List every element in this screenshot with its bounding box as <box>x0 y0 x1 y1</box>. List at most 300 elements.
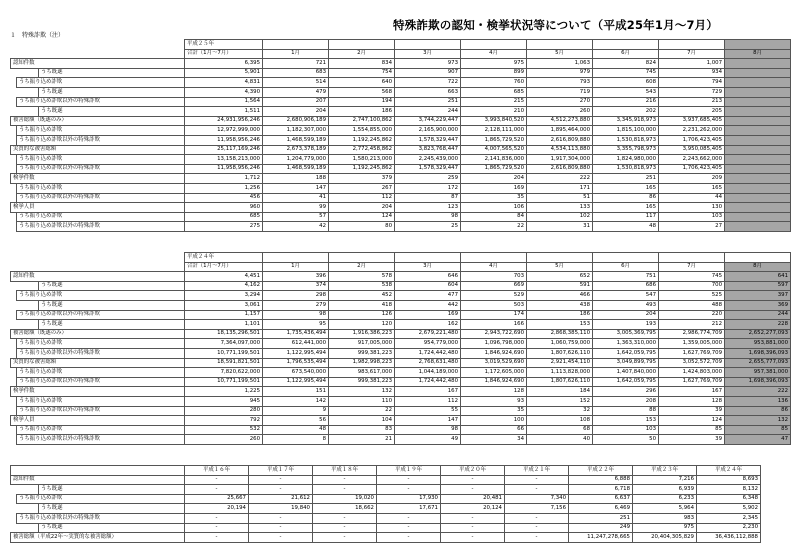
month-header: 2月 <box>329 49 395 59</box>
table-row <box>11 377 791 387</box>
row-label: うち振り込め詐欺以外の特殊詐欺 <box>17 348 185 358</box>
data-cell: 251 <box>395 97 461 107</box>
data-cell: 153 <box>527 320 593 330</box>
data-cell: 93 <box>461 396 527 406</box>
data-cell: 2,652,277,093 <box>725 329 791 339</box>
data-cell: 452 <box>329 291 395 301</box>
data-cell: 1,642,059,795 <box>593 348 659 358</box>
data-cell <box>725 193 791 203</box>
data-cell: 260 <box>185 435 263 445</box>
row-label: 被害総額（平成22年～実質的な被害総額） <box>11 533 185 543</box>
data-cell: 729 <box>659 87 725 97</box>
data-cell: 6,233 <box>633 494 697 504</box>
data-cell: 8 <box>263 435 329 445</box>
data-cell: 87 <box>395 193 461 203</box>
data-cell: 48 <box>593 222 659 232</box>
row-label: うち振り込め詐欺以外の特殊詐欺 <box>17 310 185 320</box>
data-cell <box>725 78 791 88</box>
data-cell: 6,939 <box>633 485 697 495</box>
row-label: うち既遂 <box>39 523 185 533</box>
data-cell: 3,993,840,520 <box>461 116 527 126</box>
indent-spacer <box>11 300 39 310</box>
data-cell: 36,436,112,888 <box>697 533 761 543</box>
data-cell: 128 <box>461 387 527 397</box>
data-cell: 10,771,199,501 <box>185 348 263 358</box>
data-cell: 220 <box>659 310 725 320</box>
data-cell: 2,747,100,862 <box>329 116 395 126</box>
data-cell: 147 <box>395 416 461 426</box>
table-row <box>11 368 791 378</box>
data-cell: 1,511 <box>185 107 263 117</box>
data-cell: - <box>313 533 377 543</box>
data-cell: 21,612 <box>249 494 313 504</box>
header-blank <box>11 49 185 59</box>
table-row <box>11 416 791 426</box>
data-cell: 208 <box>593 396 659 406</box>
data-cell: 538 <box>329 281 395 291</box>
data-cell: 1,060,759,000 <box>527 339 593 349</box>
header-blank <box>263 40 329 50</box>
data-cell: 39 <box>659 406 725 416</box>
month-header: 6月 <box>593 49 659 59</box>
data-cell: 25,117,169,246 <box>185 145 263 155</box>
table-row <box>11 533 761 543</box>
data-cell: - <box>377 523 441 533</box>
header-blank <box>527 40 593 50</box>
data-cell: 112 <box>329 193 395 203</box>
header-blank <box>461 40 527 50</box>
data-cell: 1,698,396,093 <box>725 377 791 387</box>
header-blank <box>593 40 659 50</box>
data-cell: 20,404,305,829 <box>633 533 697 543</box>
data-cell: 188 <box>263 174 329 184</box>
indent-spacer <box>11 504 39 514</box>
data-cell: 20,481 <box>441 494 505 504</box>
data-cell: 6,637 <box>569 494 633 504</box>
data-cell: 2,768,631,480 <box>395 358 461 368</box>
row-label: うち振り込め詐欺 <box>17 212 185 222</box>
header-blank <box>395 253 461 263</box>
data-cell: 205 <box>659 107 725 117</box>
indent-spacer <box>11 281 39 291</box>
table-row <box>11 164 791 174</box>
table-row <box>11 135 791 145</box>
header-row <box>11 466 761 476</box>
data-cell: 1,917,304,000 <box>527 155 593 165</box>
data-cell: 153 <box>593 416 659 426</box>
data-cell: 4,007,565,520 <box>461 145 527 155</box>
table-row <box>11 475 761 485</box>
data-cell: 165 <box>659 183 725 193</box>
row-label: 認知件数 <box>11 475 185 485</box>
data-cell: - <box>313 523 377 533</box>
data-cell: - <box>505 513 569 523</box>
data-cell: 1,564 <box>185 97 263 107</box>
table-h24 <box>10 252 791 445</box>
data-cell: 165 <box>593 183 659 193</box>
year-header: 平成１６年 <box>185 466 249 476</box>
data-cell: 2,230 <box>697 523 761 533</box>
data-cell: 35 <box>461 193 527 203</box>
table-row <box>11 212 791 222</box>
data-cell: 975 <box>633 523 697 533</box>
data-cell: 86 <box>725 406 791 416</box>
data-cell: 8,693 <box>697 475 761 485</box>
total-header: 合計（1月～7月） <box>185 49 263 59</box>
data-cell: 899 <box>461 68 527 78</box>
month-header: 6月 <box>593 262 659 272</box>
data-cell: 2,165,900,000 <box>395 126 461 136</box>
data-cell: 673,540,000 <box>263 368 329 378</box>
table-row <box>11 126 791 136</box>
data-cell: 267 <box>329 183 395 193</box>
data-cell: 147 <box>263 183 329 193</box>
table-row <box>11 193 791 203</box>
data-cell: 204 <box>593 310 659 320</box>
data-cell: 83 <box>329 425 395 435</box>
data-cell: 193 <box>593 320 659 330</box>
header-row <box>11 40 791 50</box>
data-cell: 1,204,779,000 <box>263 155 329 165</box>
data-cell: 2,921,454,110 <box>527 358 593 368</box>
data-cell: 204 <box>263 107 329 117</box>
data-cell: 216 <box>593 97 659 107</box>
data-cell: 6,395 <box>185 59 263 69</box>
data-cell: 1,530,818,973 <box>593 135 659 145</box>
table-row <box>11 504 761 514</box>
data-cell: 6,888 <box>569 475 633 485</box>
data-cell: 369 <box>725 300 791 310</box>
row-label: うち振り込め詐欺以外の特殊詐欺 <box>17 164 185 174</box>
section-heading: １ 特殊詐欺（注） <box>10 32 65 39</box>
data-cell: 683 <box>263 68 329 78</box>
data-cell: 960 <box>185 203 263 213</box>
data-cell: 40 <box>527 435 593 445</box>
year-header: 平成１８年 <box>313 466 377 476</box>
data-cell <box>725 68 791 78</box>
row-label: うち振り込め詐欺 <box>17 339 185 349</box>
data-cell: 19,020 <box>313 494 377 504</box>
data-cell: 2,141,836,000 <box>461 155 527 165</box>
data-cell: 11,958,956,246 <box>185 135 263 145</box>
row-label: 検挙件数 <box>11 387 185 397</box>
data-cell: 760 <box>461 78 527 88</box>
table-row <box>11 387 791 397</box>
data-cell: 3,294 <box>185 291 263 301</box>
data-cell: 663 <box>395 87 461 97</box>
data-cell: 2,616,809,880 <box>527 135 593 145</box>
data-cell: 31 <box>527 222 593 232</box>
data-cell: 604 <box>395 281 461 291</box>
data-cell: 1,578,329,447 <box>395 135 461 145</box>
data-cell: 3,005,369,795 <box>593 329 659 339</box>
data-cell: 418 <box>329 300 395 310</box>
table-row <box>11 107 791 117</box>
data-cell: 745 <box>593 68 659 78</box>
data-cell: 103 <box>659 212 725 222</box>
data-cell: - <box>249 475 313 485</box>
header-blank <box>11 262 185 272</box>
data-cell: 983 <box>633 513 697 523</box>
data-cell: 1,698,396,093 <box>725 348 791 358</box>
data-cell: 169 <box>395 310 461 320</box>
row-label: うち振り込め詐欺以外の特殊詐欺 <box>17 377 185 387</box>
row-label: うち振り込め詐欺以外の特殊詐欺 <box>17 435 185 445</box>
data-cell: 136 <box>725 396 791 406</box>
data-cell: 532 <box>185 425 263 435</box>
month-header: 7月 <box>659 49 725 59</box>
data-cell: 612,441,000 <box>263 339 329 349</box>
table-row <box>11 329 791 339</box>
data-cell <box>725 126 791 136</box>
data-cell: 151 <box>263 387 329 397</box>
data-cell: 1,225 <box>185 387 263 397</box>
year-header: 平成２５年 <box>185 40 263 50</box>
data-cell: 686 <box>593 281 659 291</box>
data-cell: 3,950,085,405 <box>659 145 725 155</box>
data-cell <box>725 135 791 145</box>
data-cell <box>725 203 791 213</box>
data-cell <box>725 222 791 232</box>
data-cell: 591 <box>527 281 593 291</box>
data-cell: 979 <box>527 68 593 78</box>
data-cell: 85 <box>725 425 791 435</box>
table-row <box>11 222 791 232</box>
data-cell: 44 <box>659 193 725 203</box>
data-cell: 1,007 <box>659 59 725 69</box>
data-cell: 249 <box>569 523 633 533</box>
row-label: 被害総額（既遂のみ） <box>11 116 185 126</box>
data-cell: 11,958,956,246 <box>185 164 263 174</box>
row-label: 実質的な被害総額 <box>11 358 185 368</box>
data-cell: 568 <box>329 87 395 97</box>
header-row <box>11 253 791 263</box>
data-cell: 6,718 <box>569 485 633 495</box>
data-cell: 597 <box>725 281 791 291</box>
data-cell: - <box>313 513 377 523</box>
data-cell: 578 <box>329 272 395 282</box>
data-cell: 703 <box>461 272 527 282</box>
row-label: うち振り込め詐欺以外の特殊詐欺 <box>17 193 185 203</box>
data-cell <box>725 87 791 97</box>
data-cell: 34 <box>461 435 527 445</box>
data-cell: 954,779,000 <box>395 339 461 349</box>
data-cell: 2,943,722,690 <box>461 329 527 339</box>
data-cell: 47 <box>725 435 791 445</box>
data-cell: 2,868,385,110 <box>527 329 593 339</box>
table-row <box>11 523 761 533</box>
data-cell: 142 <box>263 396 329 406</box>
data-cell: 1,044,189,000 <box>395 368 461 378</box>
data-cell: 103 <box>593 425 659 435</box>
table-row <box>11 145 791 155</box>
row-label: 実質的な被害総額 <box>11 145 185 155</box>
data-cell: - <box>377 475 441 485</box>
data-cell: 1,101 <box>185 320 263 330</box>
table-row <box>11 425 791 435</box>
data-cell: 66 <box>461 425 527 435</box>
data-cell: 641 <box>725 272 791 282</box>
data-cell: 2,673,378,189 <box>263 145 329 155</box>
row-label: 検挙件数 <box>11 174 185 184</box>
month-header: 4月 <box>461 49 527 59</box>
data-cell: 24,931,956,246 <box>185 116 263 126</box>
data-cell: 7,364,097,000 <box>185 339 263 349</box>
data-cell: 110 <box>329 396 395 406</box>
data-cell: 700 <box>659 281 725 291</box>
data-cell: 1,724,442,480 <box>395 348 461 358</box>
row-label: うち既遂 <box>39 504 185 514</box>
data-cell: 85 <box>659 425 725 435</box>
data-cell: 5,902 <box>697 504 761 514</box>
data-cell: 379 <box>329 174 395 184</box>
data-cell <box>725 107 791 117</box>
data-cell: - <box>441 475 505 485</box>
data-cell: 1,982,998,223 <box>329 358 395 368</box>
data-cell: - <box>249 513 313 523</box>
data-cell: 35 <box>461 406 527 416</box>
row-label: うち振り込め詐欺以外の特殊詐欺 <box>17 406 185 416</box>
data-cell: 126 <box>329 310 395 320</box>
data-cell: 108 <box>527 416 593 426</box>
data-cell: 5,901 <box>185 68 263 78</box>
data-cell <box>725 174 791 184</box>
data-cell: 120 <box>329 320 395 330</box>
row-label: うち既遂 <box>39 87 185 97</box>
indent-spacer <box>11 320 39 330</box>
table-row <box>11 291 791 301</box>
data-cell <box>725 155 791 165</box>
data-cell: - <box>249 523 313 533</box>
row-label: うち既遂 <box>39 68 185 78</box>
data-cell: 2,772,458,862 <box>329 145 395 155</box>
data-cell: 210 <box>461 107 527 117</box>
header-blank <box>329 40 395 50</box>
data-cell: - <box>377 533 441 543</box>
data-cell: 917,005,000 <box>329 339 395 349</box>
data-cell: 1,895,464,000 <box>527 126 593 136</box>
row-label: うち既遂 <box>39 300 185 310</box>
row-label: うち振り込め詐欺以外の特殊詐欺 <box>17 97 185 107</box>
table-row <box>11 59 791 69</box>
data-cell: 1,846,924,690 <box>461 348 527 358</box>
data-cell: - <box>185 513 249 523</box>
data-cell: 202 <box>593 107 659 117</box>
data-cell: 123 <box>395 203 461 213</box>
data-cell: 824 <box>593 59 659 69</box>
data-cell: 209 <box>659 174 725 184</box>
data-cell: 1,256 <box>185 183 263 193</box>
month-header: 5月 <box>527 262 593 272</box>
data-cell: 18,662 <box>313 504 377 514</box>
data-cell: 1,530,818,973 <box>593 164 659 174</box>
data-cell: 50 <box>593 435 659 445</box>
data-cell: 479 <box>263 87 329 97</box>
data-cell: 244 <box>395 107 461 117</box>
data-cell: 493 <box>593 300 659 310</box>
data-cell: 298 <box>263 291 329 301</box>
data-cell: 260 <box>527 107 593 117</box>
data-cell: 84 <box>461 212 527 222</box>
data-cell: 244 <box>725 310 791 320</box>
data-cell: 1,865,729,520 <box>461 135 527 145</box>
data-cell: 1,627,769,709 <box>659 348 725 358</box>
data-cell <box>725 145 791 155</box>
data-cell: 165 <box>593 203 659 213</box>
table-row <box>11 87 791 97</box>
data-cell: - <box>505 523 569 533</box>
data-cell: 488 <box>659 300 725 310</box>
data-cell: 3,052,572,709 <box>659 358 725 368</box>
header-blank <box>395 40 461 50</box>
table-row <box>11 78 791 88</box>
data-cell: - <box>441 513 505 523</box>
data-cell: 98 <box>395 425 461 435</box>
data-cell: 48 <box>263 425 329 435</box>
data-cell: 721 <box>263 59 329 69</box>
data-cell: 7,216 <box>633 475 697 485</box>
data-cell: - <box>377 513 441 523</box>
row-label: 検挙人員 <box>11 416 185 426</box>
data-cell: 215 <box>461 97 527 107</box>
data-cell: 1,468,599,189 <box>263 164 329 174</box>
row-label: うち振り込め詐欺 <box>17 155 185 165</box>
data-cell: 25 <box>395 222 461 232</box>
data-cell: 184 <box>527 387 593 397</box>
row-label: うち振り込め詐欺 <box>17 183 185 193</box>
data-cell: 999,381,223 <box>329 377 395 387</box>
data-cell: 132 <box>329 387 395 397</box>
data-cell: 543 <box>593 87 659 97</box>
year-header: 平成１７年 <box>249 466 313 476</box>
data-cell: 514 <box>263 78 329 88</box>
row-label: うち既遂 <box>39 320 185 330</box>
data-cell: - <box>441 523 505 533</box>
data-cell: 1,916,386,223 <box>329 329 395 339</box>
data-cell: 1,642,059,795 <box>593 377 659 387</box>
row-label: うち振り込め詐欺 <box>17 291 185 301</box>
data-cell: 112 <box>395 396 461 406</box>
data-cell: 51 <box>527 193 593 203</box>
data-cell: 22 <box>329 406 395 416</box>
table-row <box>11 320 791 330</box>
year-header: 平成２０年 <box>441 466 505 476</box>
data-cell: 1,807,626,110 <box>527 348 593 358</box>
data-cell: 80 <box>329 222 395 232</box>
data-cell: 754 <box>329 68 395 78</box>
data-cell: 171 <box>527 183 593 193</box>
data-cell <box>725 164 791 174</box>
data-cell: - <box>185 533 249 543</box>
header-blank <box>329 253 395 263</box>
data-cell: 2,616,809,880 <box>527 164 593 174</box>
data-cell: 1,172,605,000 <box>461 368 527 378</box>
data-cell: 3,823,768,447 <box>395 145 461 155</box>
header-blank <box>263 253 329 263</box>
data-cell: 547 <box>593 291 659 301</box>
data-cell: 259 <box>395 174 461 184</box>
header-blank <box>461 253 527 263</box>
data-cell: 456 <box>185 193 263 203</box>
data-cell: 133 <box>527 203 593 213</box>
data-cell: 1,113,828,000 <box>527 368 593 378</box>
data-cell: 194 <box>329 97 395 107</box>
data-cell: 167 <box>395 387 461 397</box>
table-row <box>11 396 791 406</box>
data-cell: 130 <box>659 203 725 213</box>
data-cell: 20,194 <box>185 504 249 514</box>
data-cell: 3,937,685,405 <box>659 116 725 126</box>
